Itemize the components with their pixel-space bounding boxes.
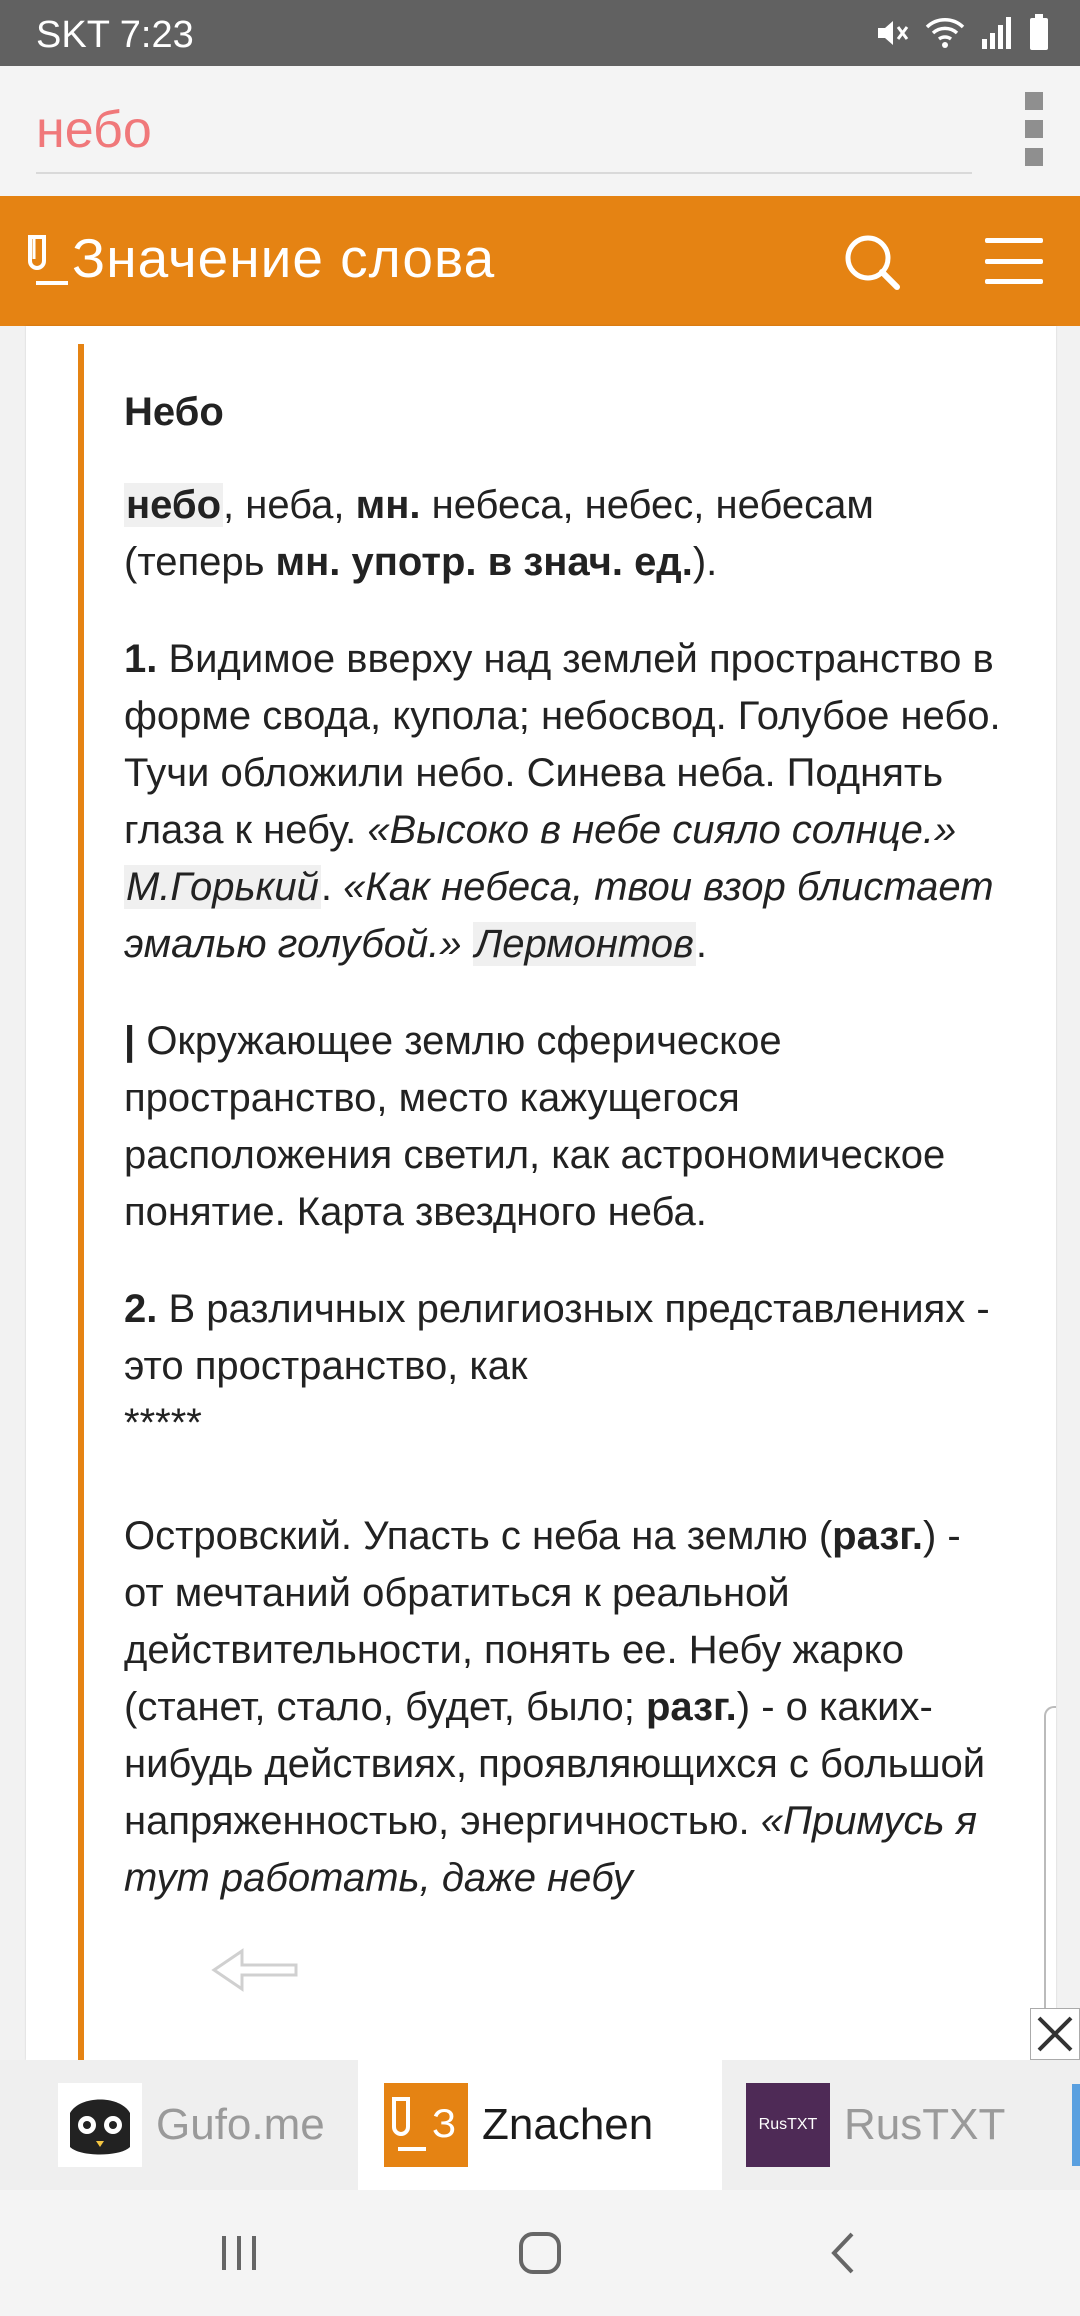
abbr: мн. употр. в знач. ед. [275, 540, 693, 584]
paragraph-meaning-1b [124, 1013, 1004, 1241]
status-time: SKT 7:23 [36, 14, 194, 56]
znachen-logo-icon [384, 2083, 468, 2167]
url-field[interactable]: небо [36, 101, 152, 159]
tab-label: RusTXT [844, 2100, 1006, 2149]
close-icon [1031, 2009, 1079, 2059]
svg-text:З: З [432, 2102, 457, 2146]
tab-label: Znachen [482, 2100, 654, 2149]
text-fragment: . [320, 865, 344, 909]
sub-meaning-marker: | [124, 1019, 136, 1063]
text-fragment: небеса, небес, небесам (теперь [124, 483, 874, 584]
quote: «Примусь я тут работать, даже небу [124, 1799, 977, 1900]
ad-close-button[interactable] [1030, 2008, 1080, 2060]
quote: «Высоко в небе сияло солнце.» [367, 808, 957, 852]
scrollbar-thumb[interactable] [1044, 1706, 1056, 2050]
back-icon[interactable] [820, 2228, 870, 2278]
home-icon[interactable] [515, 2228, 565, 2278]
site-title[interactable]: Значение слова [72, 227, 496, 289]
site-tabs-bar [0, 2060, 1080, 2190]
tab-znachen[interactable] [358, 2060, 722, 2190]
owl-glasses-icon [58, 2083, 142, 2167]
recent-apps-icon[interactable] [214, 2228, 264, 2278]
status-icons [874, 14, 1050, 56]
headword: небо [126, 483, 222, 527]
text-fragment: Островский. Упасть с неба на землю ( [124, 1514, 833, 1558]
status-bar [0, 0, 1080, 66]
back-gesture-arrow-icon [210, 1945, 300, 1995]
browser-address-bar [0, 66, 1080, 196]
article-accent-rail [78, 344, 84, 2060]
battery-icon [1028, 14, 1050, 56]
system-nav-bar [0, 2190, 1080, 2316]
tab-rustxt[interactable] [746, 2060, 1005, 2190]
rustxt-logo-icon: RusTXT [746, 2083, 830, 2167]
site-logo-icon[interactable] [22, 231, 70, 287]
text-fragment: ) - от мечтаний обратиться к реальной действительности, понять ее. Небу жарко (станет, стало, будет, было; [124, 1514, 961, 1729]
meaning-number: 1. [124, 637, 158, 681]
quote: «Как небеса, твои взор блистает эмалью голубой.» [124, 865, 994, 966]
url-underline [36, 172, 972, 174]
article-body [124, 384, 1004, 1947]
article-card [26, 326, 1056, 2060]
text-fragment: . [695, 922, 708, 966]
tab-gufo[interactable] [58, 2060, 325, 2190]
paragraph-forms [124, 477, 1004, 591]
wifi-icon [924, 15, 966, 55]
text-fragment: В различных религиозных представлениях - это пространство, как [124, 1287, 990, 1388]
text-fragment: Окружающее землю сферическое пространство, место кажущегося расположения светил, как астрономическое понятие. Карта звездного неба. [124, 1019, 946, 1234]
abbr: мн. [355, 483, 421, 527]
signal-icon [980, 15, 1014, 55]
author-link[interactable]: Лермонтов [474, 922, 694, 966]
paragraph-meaning-2 [124, 1281, 1004, 1452]
author-link[interactable]: М.Горький [126, 865, 319, 909]
mute-icon [874, 15, 910, 55]
text-fragment: ). [692, 540, 718, 584]
site-header [0, 196, 1080, 326]
abbr: разг. [645, 1685, 737, 1729]
paragraph-meaning-1 [124, 631, 1004, 973]
browser-menu-icon[interactable] [1022, 92, 1046, 166]
meaning-number: 2. [124, 1287, 158, 1331]
abbr: разг. [832, 1514, 923, 1558]
stars-separator: ***** [124, 1401, 202, 1445]
tab-label: Gufo.me [156, 2100, 325, 2149]
article-heading: Небо [124, 390, 224, 434]
paragraph-idioms [124, 1508, 1004, 1907]
text-fragment: , неба, [223, 483, 356, 527]
menu-icon[interactable] [985, 238, 1043, 284]
search-icon[interactable] [842, 232, 902, 292]
next-tab-edge[interactable] [1072, 2084, 1080, 2166]
text-fragment: Видимое вверху над землей пространство в форме свода, купола; небосвод. Голубое небо. Тучи обложили небо. Синева неба. Поднять глаза к небу. [124, 637, 1001, 852]
text-fragment: ) - о каких-нибудь действиях, проявляющихся с большой напряженностью, энергичностью. [124, 1685, 986, 1843]
